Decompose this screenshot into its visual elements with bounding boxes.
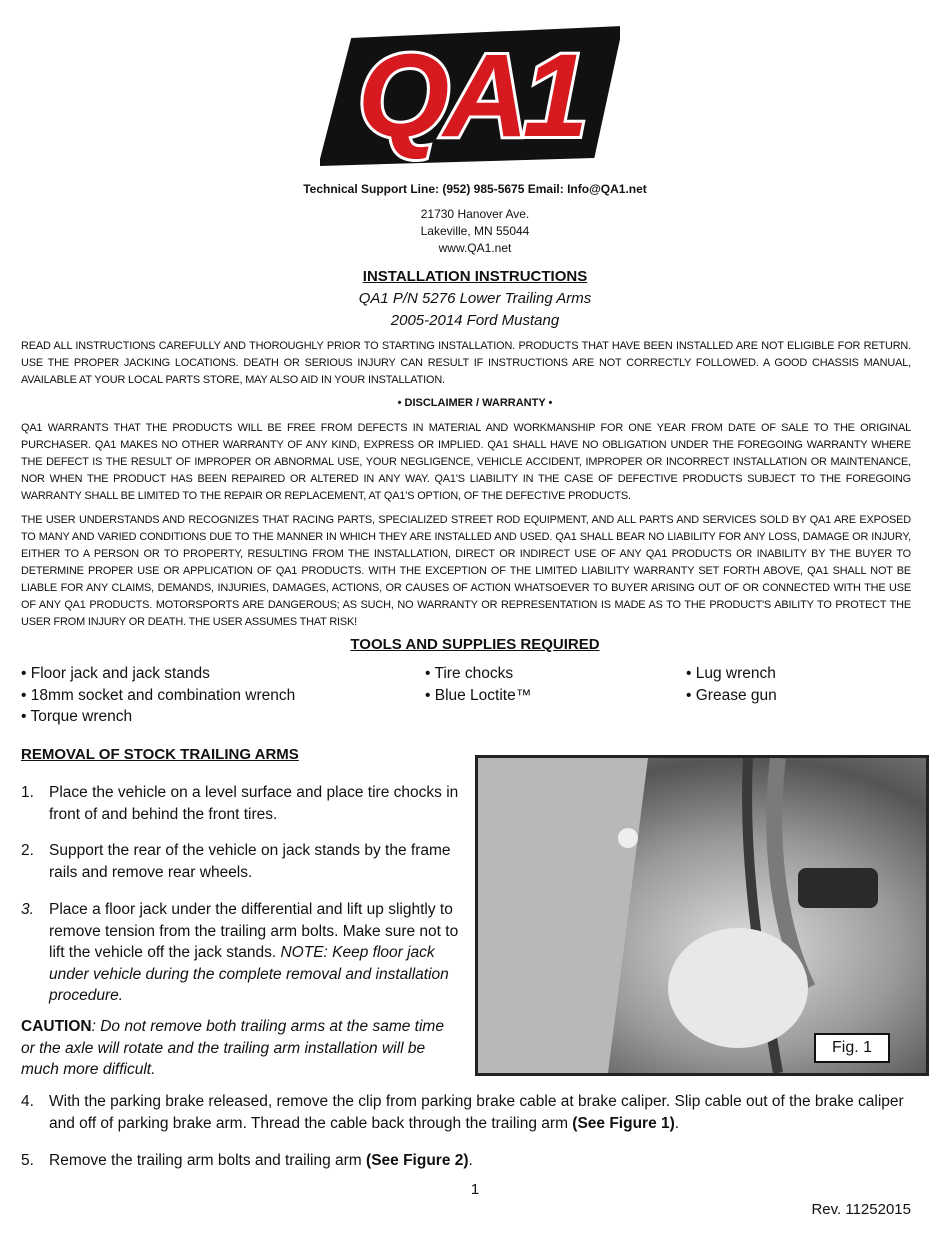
tool-item: • Grease gun bbox=[686, 687, 777, 704]
intro-paragraph: READ ALL INSTRUCTIONS CAREFULLY AND THOROUGHLY PRIOR TO STARTING INSTALLATION. PRODUCTS THAT HAVE BEEN INSTALLED ARE NOT ELIGIBLE FOR RETURN. USE THE PROPER JACKING LOCATIONS. DEATH OR SERIOUS INJURY CAN RESULT IF INSTRUCTIONS ARE NOT CORRECTLY FOLLOWED. A GOOD CHASSIS MANUAL, AVAILABLE AT YOUR LOCAL PARTS STORE, MAY ALSO AID IN YOUR INSTALLATION. bbox=[21, 340, 911, 386]
step-number: 3. bbox=[21, 901, 34, 918]
part-number: QA1 P/N 5276 Lower Trailing Arms bbox=[358, 290, 592, 307]
step-number: 2. bbox=[21, 842, 34, 859]
brake-caliper-image bbox=[478, 758, 926, 1073]
address-street: 21730 Hanover Ave. bbox=[420, 207, 530, 221]
tool-item: • Blue Loctite™ bbox=[425, 687, 532, 704]
vehicle-fitment: 2005-2014 Ford Mustang bbox=[390, 312, 560, 329]
step-text: With the parking brake released, remove the clip from parking brake cable at brake caliper. Slip cable out of the brake caliper and off of parking brake arm. Thread the cable back through the trailing arm bbox=[49, 1093, 904, 1132]
figure-1-photo bbox=[475, 755, 929, 1076]
address-city: Lakeville, MN 55044 bbox=[420, 224, 530, 238]
support-line: Technical Support Line: (952) 985-5675 Email: Info@QA1.net bbox=[303, 182, 647, 196]
removal-heading: REMOVAL OF STOCK TRAILING ARMS bbox=[21, 746, 299, 763]
warranty-paragraph: QA1 WARRANTS THAT THE PRODUCTS WILL BE FREE FROM DEFECTS IN MATERIAL AND WORKMANSHIP FOR ONE YEAR FROM DATE OF SALE TO THE ORIGINAL PURCHASER. QA1 MAKES NO OTHER WARRANTY OF ANY KIND, EXPRESS OR IMPLIED. QA1 SHALL HAVE NO OBLIGATION UNDER THE FOREGOING WARRANTY WHERE THE DEFECT IS THE RESULT OF IMPROPER OR ABNORMAL USE, YOUR NEGLIGENCE, VEHICLE ACCIDENT, IMPROPER OR INCORRECT INSTALLATION OR MAINTENANCE, NOR WHEN THE PRODUCT HAS BEEN REPAIRED OR ALTERED IN ANY WAY. QA1'S LIABILITY IN THE CASE OF DEFECTIVE PRODUCTS SUBJECT TO THE FOREGOING WARRANTY SHALL BE LIMITED TO THE REPAIR OR REPLACEMENT, AT QA1'S OPTION, OF THE DEFECTIVE PRODUCTS. bbox=[21, 422, 911, 502]
revision: Rev. 11252015 bbox=[811, 1201, 911, 1218]
qa1-logo bbox=[320, 18, 620, 168]
step-text: Place the vehicle on a level surface and place tire chocks in front of and behind the front tires. bbox=[49, 784, 459, 823]
tool-item: • 18mm socket and combination wrench bbox=[21, 687, 296, 704]
tools-heading: TOOLS AND SUPPLIES REQUIRED bbox=[350, 636, 600, 653]
figure-reference: (See Figure 2) bbox=[366, 1152, 469, 1169]
tool-item: • Tire chocks bbox=[425, 665, 514, 682]
caution-label: CAUTION bbox=[21, 1018, 92, 1035]
tool-item: • Torque wrench bbox=[21, 708, 133, 725]
figure-label: Fig. 1 bbox=[814, 1033, 890, 1063]
page-number: 1 bbox=[470, 1181, 480, 1198]
caution-note bbox=[21, 1016, 461, 1081]
step-number: 1. bbox=[21, 784, 34, 801]
step-end: . bbox=[674, 1114, 680, 1132]
page-title: INSTALLATION INSTRUCTIONS bbox=[362, 268, 588, 285]
step-text: Support the rear of the vehicle on jack stands by the frame rails and remove rear wheels. bbox=[49, 842, 451, 881]
caution-text: : Do not remove both trailing arms at the same time or the axle will rotate and the trailing arm installation will be much more difficult. bbox=[21, 1018, 444, 1078]
tool-item: • Lug wrench bbox=[686, 665, 776, 682]
liability-paragraph: THE USER UNDERSTANDS AND RECOGNIZES THAT RACING PARTS, SPECIALIZED STREET ROD EQUIPMENT, AND ALL PARTS AND SERVICES SOLD BY QA1 ARE EXPOSED TO MANY AND VARIED CONDITIONS DUE TO THE MANNER IN WHICH THEY ARE INSTALLED AND USED. QA1 SHALL BEAR NO LIABILITY FOR ANY LOSS, DAMAGE OR INJURY, EITHER TO A PERSON OR TO PROPERTY, RESULTING FROM THE INSTALLATION, DIRECT OR INDIRECT USE OF ANY QA1 PRODUCTS OR INABILITY BY THE BUYER TO DETERMINE PROPER USE OR APPLICATION OF QA1 PRODUCTS. WITH THE EXCEPTION OF THE LIMITED LIABILITY WARRANTY SET FORTH ABOVE, QA1 SHALL NOT BE LIABLE FOR ANY CLAIMS, DEMANDS, INJURIES, DAMAGES, ACTIONS, OR CAUSES OF ACTION WHATSOEVER TO BUYER ARISING OUT OF OR CONNECTED WITH THE USE OF ANY QA1 PRODUCTS. MOTORSPORTS ARE DANGEROUS; AS SUCH, NO WARRANTY OR REPRESENTATION IS MADE AS TO THE PRODUCT'S ABILITY TO PROTECT THE USER FROM INJURY OR DEATH. THE USER ASSUMES THAT RISK! bbox=[21, 514, 911, 628]
step-number: 5. bbox=[21, 1152, 34, 1169]
step-number: 4. bbox=[21, 1093, 34, 1110]
figure-reference: (See Figure 1) bbox=[572, 1114, 675, 1132]
step-text: Place a floor jack under the differential and lift up slightly to remove tension from the trailing arm bolts. Make sure not to lift the vehicle off the jack stands. bbox=[49, 901, 459, 961]
svg-text:QA1: QA1 bbox=[357, 30, 583, 162]
website-link[interactable]: www.QA1.net bbox=[438, 241, 512, 255]
step-end: . bbox=[468, 1152, 473, 1169]
step-note: NOTE: Keep floor jack under vehicle during the complete removal and installation procedure. bbox=[49, 944, 449, 1004]
registered-mark: ® bbox=[596, 71, 608, 88]
tool-item: • Floor jack and jack stands bbox=[21, 665, 210, 682]
step-text: Remove the trailing arm bolts and trailing arm bbox=[49, 1152, 367, 1169]
disclaimer-heading: • DISCLAIMER / WARRANTY • bbox=[397, 397, 553, 409]
